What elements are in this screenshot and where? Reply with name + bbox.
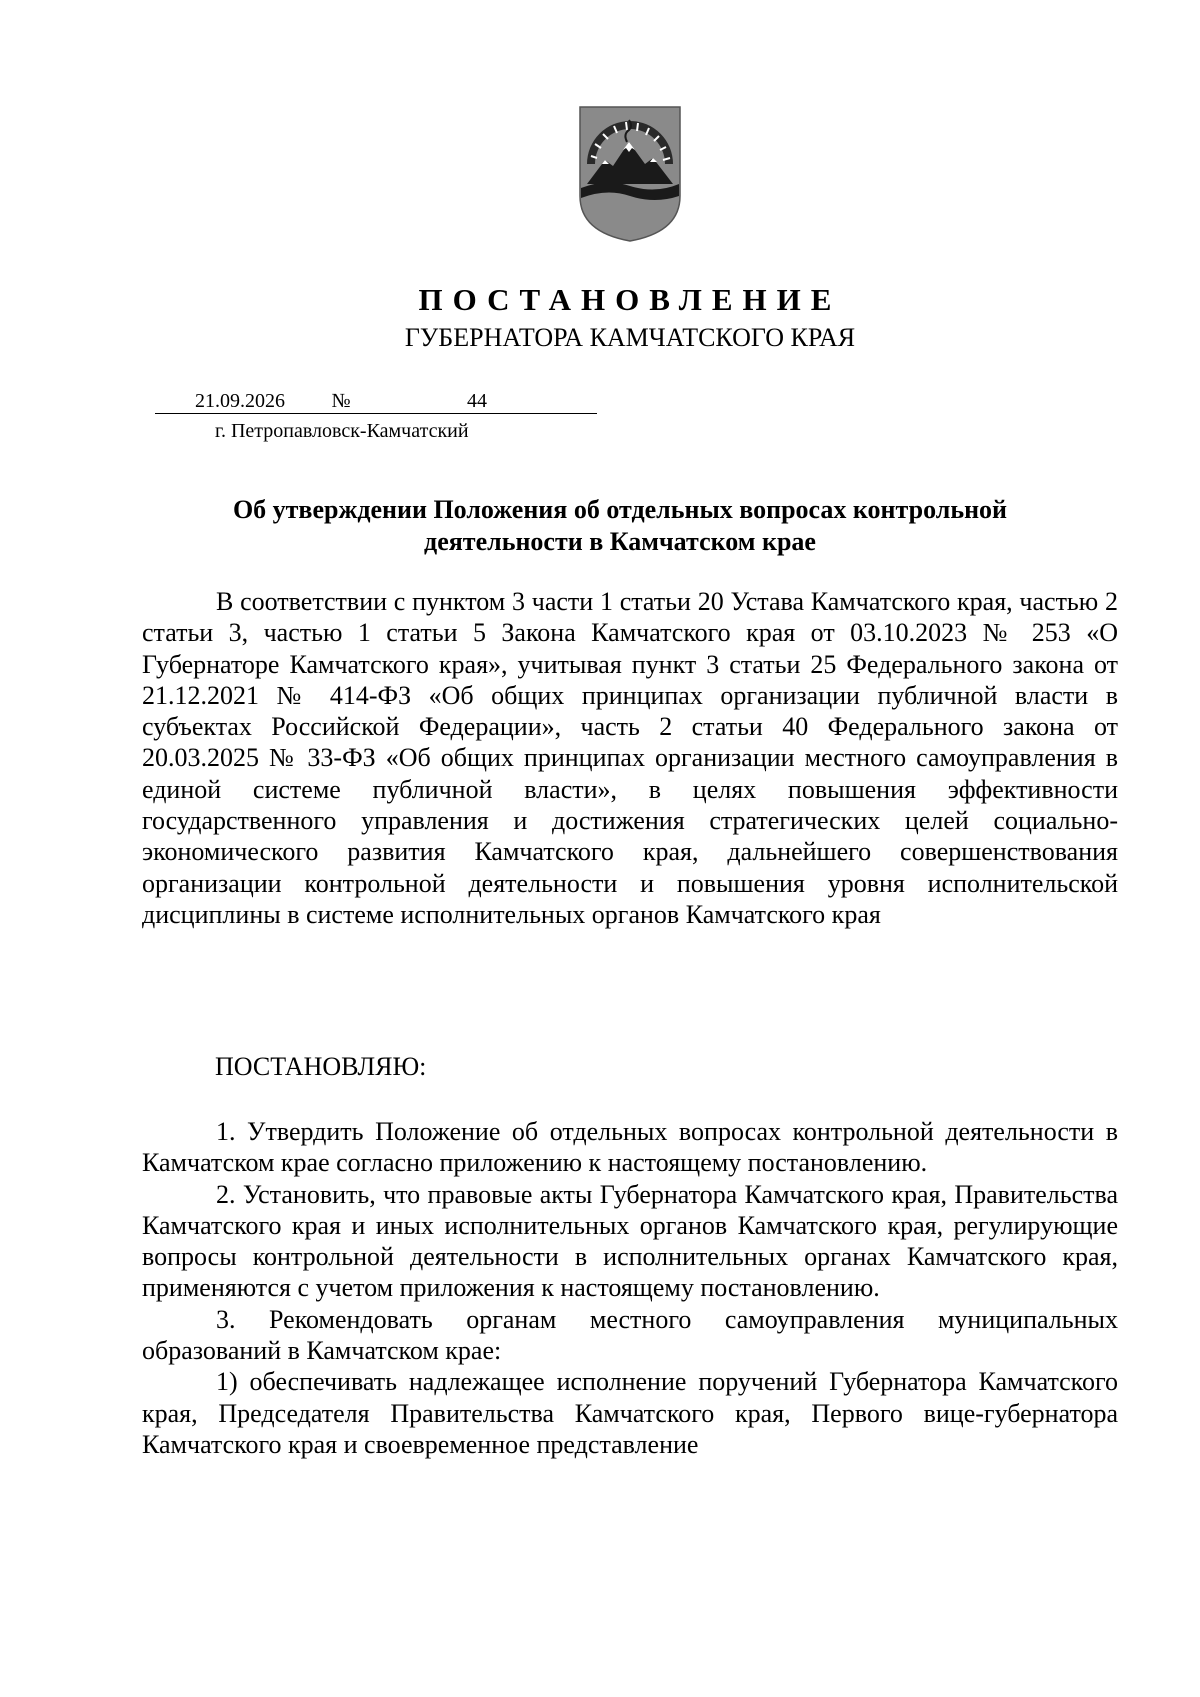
- resolution-items: [142, 1116, 1118, 1460]
- document-heading: Об утверждении Положения об отдельных вопросах контрольной деятельности в Камчатском крае: [232, 495, 1008, 556]
- resolution-item-3: 3. Рекомендовать органам местного самоуправления муниципальных образований в Камчатском крае:: [142, 1304, 1118, 1366]
- preamble-paragraph: В соответствии с пунктом 3 части 1 статьи 20 Устава Камчатского края, частью 2 статьи 3, частью 1 статьи 5 Закона Камчатского края от 03.10.2023 № 253 «О Губернаторе Камчатского края», учитывая пункт 3 статьи 25 Федерального закона от 21.12.2021 № 414-ФЗ «Об общих принципах организации публичной власти в субъектах Российской Федерации», часть 2 статьи 40 Федерального закона от 20.03.2025 № 33-ФЗ «Об общих принципах организации местного самоуправления в единой системе публичной власти», в целях повышения эффективности государственного управления и достижения стратегических целей социально-экономического развития Камчатского края, дальнейшего совершенствования организации контрольной деятельности и повышения уровня исполнительской дисциплины в системе исполнительных органов Камчатского края: [142, 587, 1118, 929]
- issuer-subtitle: ГУБЕРНАТОРА КАМЧАТСКОГО КРАЯ: [404, 323, 856, 352]
- document-type-title: ПОСТАНОВЛЕНИЕ: [418, 282, 842, 317]
- document-date: 21.09.2026: [155, 390, 325, 414]
- document-number: 44: [357, 390, 597, 414]
- kamchatka-coat-of-arms-icon: [577, 104, 683, 244]
- resolution-item-1: 1. Утвердить Положение об отдельных вопросах контрольной деятельности в Камчатском крае согласно приложению к настоящему постановлению.: [142, 1117, 1118, 1178]
- resolve-word: ПОСТАНОВЛЯЮ:: [215, 1052, 427, 1081]
- resolution-item-2: 2. Установить, что правовые акты Губернатора Камчатского края, Правительства Камчатского края и иных исполнительных органов Камчатского края, регулирующие вопросы контрольной деятельности в исполнительных органах Камчатского края, применяются с учетом приложения к настоящему постановлению.: [142, 1179, 1118, 1303]
- number-sign: №: [325, 390, 357, 414]
- resolution-subitem-3-1: 1) обеспечивать надлежащее исполнение поручений Губернатора Камчатского края, Председателя Правительства Камчатского края, Первого вице-губернатора Камчатского края и своевременное представление: [142, 1367, 1118, 1459]
- document-city: г. Петропавловск-Камчатский: [215, 420, 469, 442]
- document-meta-line: [155, 390, 597, 414]
- preamble-section: [142, 586, 1118, 930]
